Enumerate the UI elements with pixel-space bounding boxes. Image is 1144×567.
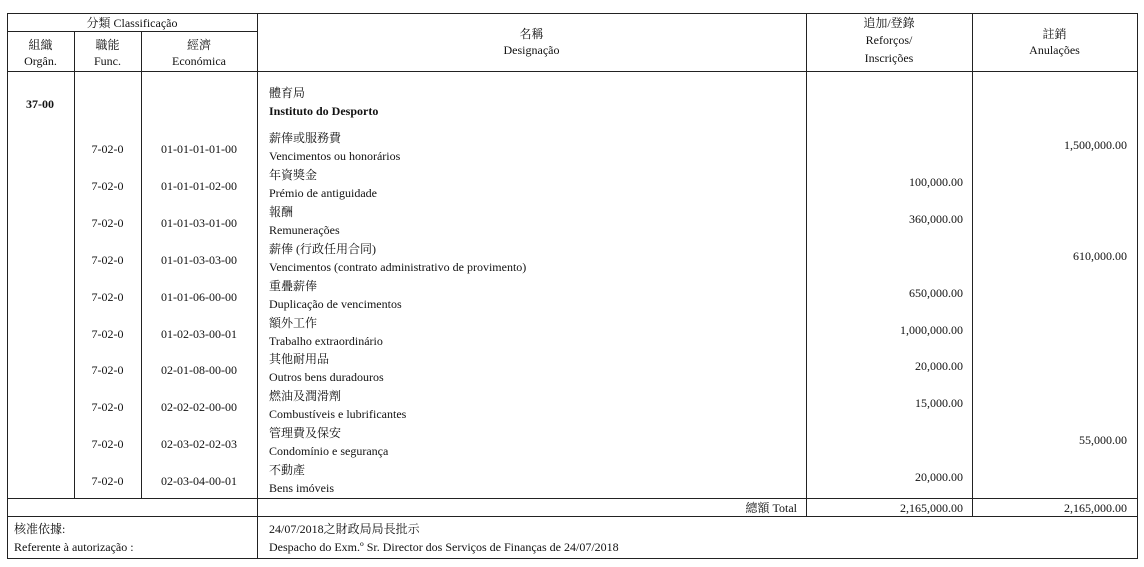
row-name-pt: Trabalho extraordinário bbox=[269, 334, 383, 348]
reinforcements-header-pt2: Inscrições bbox=[864, 51, 914, 65]
row-name-pt: Vencimentos (contrato administrativo de provimento) bbox=[269, 260, 527, 274]
row-econ: 01-01-06-00-00 bbox=[161, 290, 237, 304]
authorization-label-pt: Referente à autorização : bbox=[14, 540, 134, 554]
row-func: 7-02-0 bbox=[91, 290, 124, 304]
row-name-zh: 其他耐用品 bbox=[269, 352, 330, 366]
row-name-pt: Outros bens duradouros bbox=[269, 370, 384, 384]
row-name-pt: Vencimentos ou honorários bbox=[269, 149, 401, 163]
classification-header: 分類 Classificação bbox=[86, 16, 178, 30]
row-name-pt: Remunerações bbox=[269, 223, 340, 237]
row-name-pt: Prémio de antiguidade bbox=[269, 186, 377, 200]
reinforcements-header-pt1: Reforços/ bbox=[865, 33, 913, 47]
total-label: 總額 Total bbox=[745, 501, 797, 515]
row-reinforcement: 360,000.00 bbox=[909, 212, 963, 226]
total-reinforcements: 2,165,000.00 bbox=[900, 501, 963, 515]
row-annulment: 55,000.00 bbox=[1079, 433, 1127, 447]
row-annulment: 1,500,000.00 bbox=[1064, 138, 1127, 152]
row-annulment: 610,000.00 bbox=[1073, 249, 1127, 263]
reinforcements-header-zh: 追加/登錄 bbox=[863, 16, 915, 30]
func-header-pt: Func. bbox=[94, 54, 121, 68]
row-name-zh: 額外工作 bbox=[269, 316, 318, 330]
authorization-text-zh: 24/07/2018之財政局局長批示 bbox=[269, 522, 420, 536]
row-name-zh: 報酬 bbox=[269, 205, 294, 219]
row-name-pt: Condomínio e segurança bbox=[269, 444, 389, 458]
classification-underline bbox=[7, 31, 257, 32]
row-name-zh: 管理費及保安 bbox=[269, 426, 342, 440]
row-func: 7-02-0 bbox=[91, 363, 124, 377]
row-func: 7-02-0 bbox=[91, 437, 124, 451]
econ-header-pt: Económica bbox=[172, 54, 226, 68]
table-left-border bbox=[7, 13, 8, 558]
table-top-border bbox=[7, 13, 1138, 14]
row-name-pt: Combustíveis e lubrificantes bbox=[269, 407, 407, 421]
econ-header-zh: 經濟 bbox=[186, 38, 211, 52]
row-name-pt: Bens imóveis bbox=[269, 481, 334, 495]
col-divider-designation bbox=[806, 13, 807, 516]
body-bottom-border bbox=[7, 498, 1138, 499]
row-econ: 02-01-08-00-00 bbox=[161, 363, 237, 377]
organ-header-pt: Orgân. bbox=[24, 54, 57, 68]
total-annulments: 2,165,000.00 bbox=[1064, 501, 1127, 515]
row-func: 7-02-0 bbox=[91, 474, 124, 488]
row-func: 7-02-0 bbox=[91, 253, 124, 267]
row-name-zh: 年資獎金 bbox=[269, 168, 318, 182]
row-name-zh: 不動產 bbox=[269, 463, 306, 477]
row-reinforcement: 15,000.00 bbox=[915, 396, 963, 410]
row-reinforcement: 1,000,000.00 bbox=[900, 323, 963, 337]
row-econ: 01-01-01-01-00 bbox=[161, 142, 237, 156]
row-reinforcement: 100,000.00 bbox=[909, 175, 963, 189]
col-divider-econ bbox=[257, 13, 258, 558]
header-bottom-border bbox=[7, 71, 1138, 72]
row-func: 7-02-0 bbox=[91, 327, 124, 341]
row-econ: 02-02-02-00-00 bbox=[161, 400, 237, 414]
row-econ: 01-01-03-01-00 bbox=[161, 216, 237, 230]
row-econ: 02-03-04-00-01 bbox=[161, 474, 237, 488]
designation-header-zh: 名稱 bbox=[519, 27, 544, 41]
row-name-pt: Duplicação de vencimentos bbox=[269, 297, 402, 311]
organ-code: 37-00 bbox=[26, 97, 54, 111]
organ-header-zh: 組織 bbox=[28, 38, 53, 52]
row-econ: 02-03-02-02-03 bbox=[161, 437, 237, 451]
authorization-label-zh: 核准依據: bbox=[14, 522, 66, 536]
row-econ: 01-02-03-00-01 bbox=[161, 327, 237, 341]
row-name-zh: 薪俸 (行政任用合同) bbox=[269, 242, 376, 256]
row-reinforcement: 650,000.00 bbox=[909, 286, 963, 300]
entity-name-zh: 體育局 bbox=[269, 86, 306, 100]
row-func: 7-02-0 bbox=[91, 179, 124, 193]
table-bottom-border bbox=[7, 558, 1138, 559]
entity-name-pt: Instituto do Desporto bbox=[269, 104, 379, 118]
row-econ: 01-01-03-03-00 bbox=[161, 253, 237, 267]
row-name-zh: 燃油及潤滑劑 bbox=[269, 389, 342, 403]
total-bottom-border bbox=[7, 516, 1138, 517]
row-econ: 01-01-01-02-00 bbox=[161, 179, 237, 193]
row-name-zh: 重疊薪俸 bbox=[269, 279, 318, 293]
designation-header-pt: Designação bbox=[503, 43, 560, 57]
table-right-border bbox=[1137, 13, 1138, 558]
row-name-zh: 薪俸或服務費 bbox=[269, 131, 342, 145]
row-func: 7-02-0 bbox=[91, 142, 124, 156]
func-header-zh: 職能 bbox=[95, 38, 120, 52]
annulments-header-pt: Anulações bbox=[1029, 43, 1080, 57]
row-reinforcement: 20,000.00 bbox=[915, 359, 963, 373]
annulments-header-zh: 註銷 bbox=[1042, 27, 1067, 41]
authorization-text-pt: Despacho do Exm.º Sr. Director dos Serviços de Finanças de 24/07/2018 bbox=[269, 540, 619, 554]
row-func: 7-02-0 bbox=[91, 216, 124, 230]
row-func: 7-02-0 bbox=[91, 400, 124, 414]
row-reinforcement: 20,000.00 bbox=[915, 470, 963, 484]
